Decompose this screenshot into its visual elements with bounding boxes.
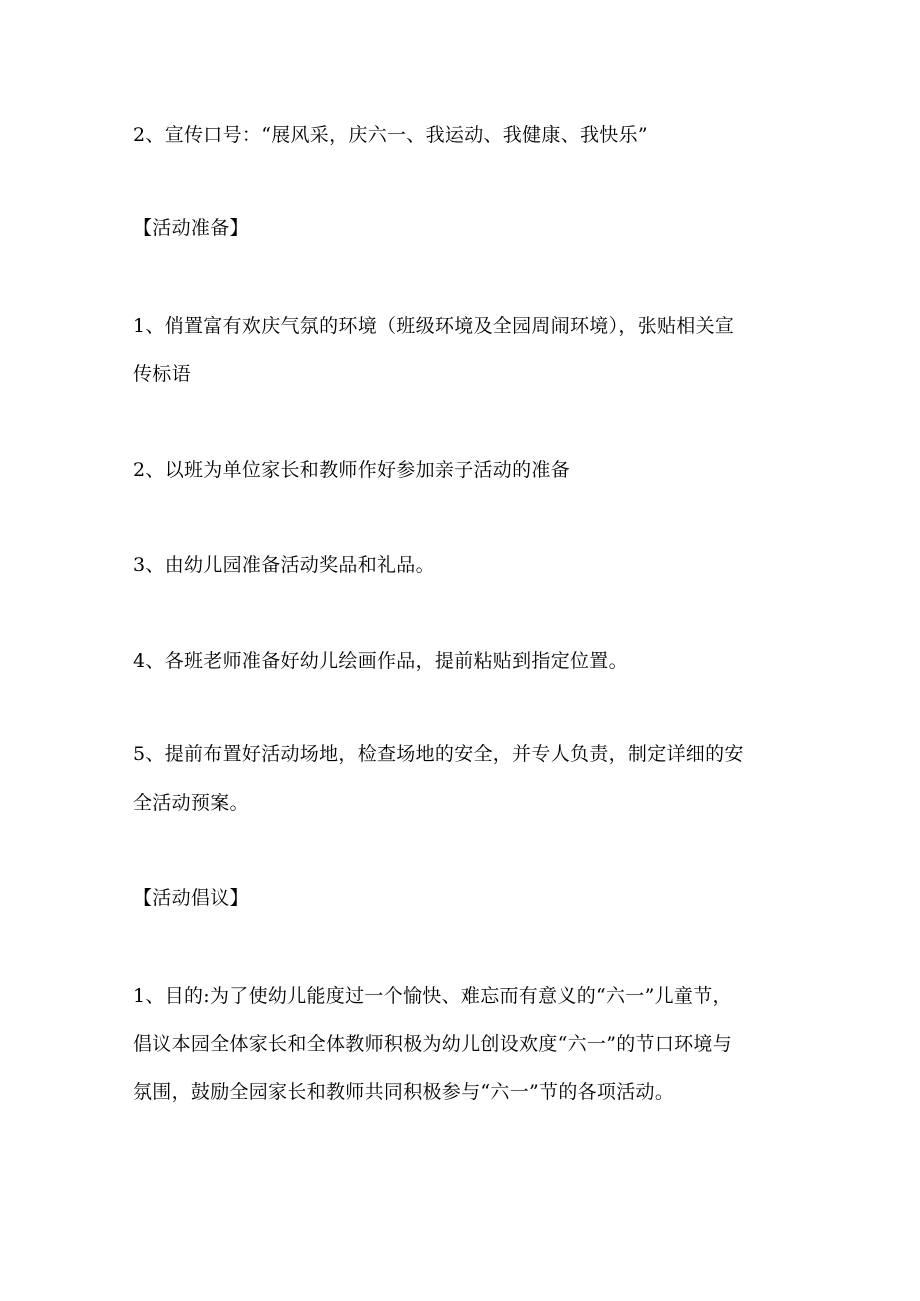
slogan-line: 2、宣传口号：“展风采，庆六一、我运动、我健康、我快乐” — [133, 124, 648, 146]
initiative-item-1-line-3: 氛围，鼓励全园家长和教师共同积极参与“六一”节的各项活动。 — [133, 1081, 675, 1103]
preparation-item-5-line-2: 全活动预案。 — [133, 792, 249, 814]
preparation-heading: 【活动准备】 — [133, 217, 249, 239]
preparation-item-4: 4、各班老师准备好幼儿绘画作品，提前粘贴到指定位置。 — [133, 650, 628, 672]
preparation-item-1-line-2: 传标语 — [133, 363, 191, 385]
preparation-item-2: 2、以班为单位家长和教师作好参加亲子活动的准备 — [133, 459, 570, 481]
initiative-heading: 【活动倡议】 — [133, 887, 249, 909]
preparation-item-5-line-1: 5、提前布置好活动场地，检查场地的安全，并专人负责，制定详细的安 — [133, 743, 744, 765]
preparation-item-3: 3、由幼儿园准备活动奖品和礼品。 — [133, 554, 435, 576]
initiative-item-1-line-2: 倡议本园全体家长和全体教师积极为幼儿创设欢度“六一”的节口环境与 — [133, 1033, 733, 1055]
initiative-item-1-line-1: 1、目的:为了使幼儿能度过一个愉快、难忘而有意义的“六一”儿童节， — [133, 985, 732, 1007]
preparation-item-1-line-1: 1、俏置富有欢庆气氛的环境（班级环境及全园周闹环境），张贴相关宣 — [133, 315, 735, 337]
